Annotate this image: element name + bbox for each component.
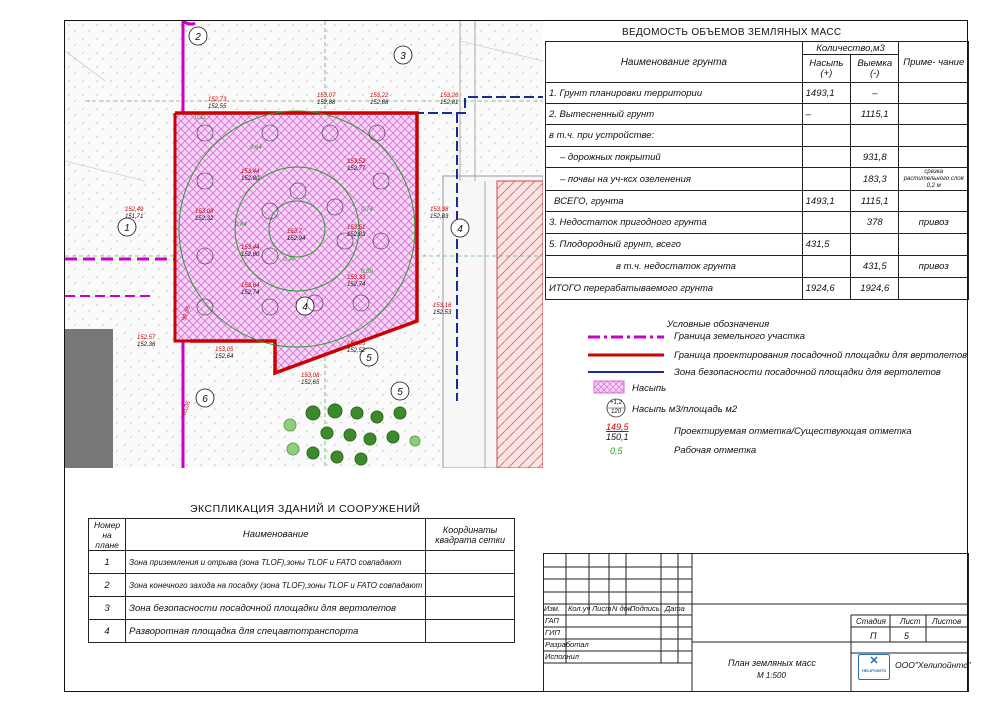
legend-sample-exist: 150,1 (606, 432, 629, 442)
volumes-cell-note (899, 278, 969, 300)
volumes-row (546, 83, 969, 104)
svg-text:0,74: 0,74 (361, 207, 373, 213)
explication-cell-coord (426, 597, 515, 620)
volumes-cell-name: – дорожных покрытий (546, 147, 803, 168)
building-block (65, 329, 113, 468)
volumes-row (546, 168, 969, 191)
legend-sample-fill-bottom: 120 (610, 409, 621, 415)
svg-text:5: 5 (397, 387, 403, 398)
volumes-row (546, 278, 969, 300)
svg-text:153,26: 153,26 (440, 93, 459, 99)
svg-text:152,49: 152,49 (125, 207, 144, 213)
svg-text:152,65: 152,65 (301, 380, 320, 386)
volumes-cell-cut: 431,5 (851, 256, 899, 278)
volumes-cell-note (899, 104, 969, 125)
volumes-cell-note (899, 125, 969, 147)
volumes-cell-name: ИТОГО перерабатываемого грунта (546, 278, 803, 300)
volumes-cell-fill: 431,5 (802, 234, 850, 256)
volumes-cell-fill (802, 168, 850, 191)
legend-sample-work: 0,5 (610, 446, 623, 456)
volumes-cell-cut: 1115,1 (851, 104, 899, 125)
svg-text:153,51: 153,51 (347, 225, 366, 231)
volumes-cell-fill: 1493,1 (802, 191, 850, 212)
logo-icon: ✕ (869, 655, 879, 667)
svg-text:152,36: 152,36 (137, 342, 156, 348)
volumes-cell-fill (802, 212, 850, 234)
explication-cell-name: Зона конечного захода на посадку (зона TLOF),зоны TLOF и FATO совпадают (126, 574, 426, 597)
svg-text:153,44: 153,44 (241, 245, 260, 251)
explication-cell-coord (426, 551, 515, 574)
volumes-cell-cut: 1924,6 (851, 278, 899, 300)
svg-text:153,07: 153,07 (317, 93, 336, 99)
svg-text:6: 6 (202, 394, 208, 405)
svg-text:153,38: 153,38 (430, 207, 449, 213)
svg-text:152,77: 152,77 (347, 166, 366, 172)
svg-text:5: 5 (366, 353, 372, 364)
svg-text:153,05: 153,05 (215, 347, 234, 353)
svg-text:153,08: 153,08 (195, 209, 214, 215)
volumes-cell-name: 1. Грунт планировки территории (546, 83, 803, 104)
volumes-row (546, 104, 969, 125)
site-plan (65, 21, 543, 468)
stamp-role-developer: Разработал (545, 640, 589, 649)
explication-cell-name: Зона безопасности посадочной площадки для вертолетов (126, 597, 426, 620)
svg-text:153,52: 153,52 (347, 159, 366, 165)
explication-title: ЭКСПЛИКАЦИЯ ЗДАНИЙ И СООРУЖЕНИЙ (190, 503, 421, 515)
volumes-cell-cut: 183,3 (851, 168, 899, 191)
svg-text:152,57: 152,57 (137, 335, 156, 341)
volumes-cell-fill (802, 147, 850, 168)
legend-sample-fill-top: +1,2 (610, 400, 622, 406)
svg-text:153,7: 153,7 (287, 229, 303, 235)
explication-cell-no: 2 (89, 574, 126, 597)
volumes-cell-note (899, 83, 969, 104)
stamp-role-gap: ГАП (545, 616, 559, 625)
volumes-cell-name: – почвы на уч-ксх озеленения (546, 168, 803, 191)
legend-item-fill: Насыпь (632, 383, 667, 394)
svg-text:153,05: 153,05 (347, 341, 366, 347)
explication-table (88, 518, 515, 643)
site-plan-svg (65, 21, 543, 468)
explication-cell-no: 1 (89, 551, 126, 574)
volumes-cell-name: 3. Недостаток пригодного грунта (546, 212, 803, 234)
svg-text:0,59: 0,59 (361, 269, 373, 275)
volumes-row (546, 125, 969, 147)
volumes-row (546, 147, 969, 168)
company-logo: ✕ HELIPOINTS (858, 654, 890, 680)
volumes-row (546, 191, 969, 212)
volumes-cell-cut: 378 (851, 212, 899, 234)
explication-cell-name: Зона приземления и отрыва (зона TLOF),зоны TLOF и FATO совпадают (126, 551, 426, 574)
volumes-table (545, 41, 969, 300)
volumes-title: ВЕДОМОСТЬ ОБЪЕМОВ ЗЕМЛЯНЫХ МАСС (622, 27, 842, 38)
svg-text:4: 4 (457, 224, 463, 235)
volumes-cell-cut: – (851, 83, 899, 104)
explication-row (89, 574, 515, 597)
explication-header-name: Наименование (126, 519, 426, 551)
svg-text:152,80: 152,80 (241, 252, 260, 258)
stamp-stage: П (870, 631, 877, 641)
svg-text:152,88: 152,88 (317, 100, 336, 106)
volumes-cell-name: 5. Плодородный грунт, всего (546, 234, 803, 256)
explication-row (89, 620, 515, 643)
legend-item-land-boundary: Граница земельного участка (674, 331, 806, 342)
explication-cell-no: 3 (89, 597, 126, 620)
svg-text:2: 2 (195, 32, 201, 43)
volumes-header-qty: Количество,м3 (802, 42, 899, 55)
legend-item-fill-volume: Насыпь м3/площадь м2 (632, 404, 738, 415)
volumes-cell-cut: 1115,1 (851, 191, 899, 212)
svg-text:153,22: 153,22 (370, 93, 389, 99)
stamp-role-executor: Исполнил (545, 652, 580, 661)
drawing-title: План земляных масс (728, 658, 816, 668)
volumes-cell-cut: 931,8 (851, 147, 899, 168)
svg-text:152,81: 152,81 (440, 100, 459, 106)
volumes-cell-note (899, 191, 969, 212)
volumes-cell-cut (851, 125, 899, 147)
svg-text:153,64: 153,64 (241, 283, 260, 289)
svg-text:153,16: 153,16 (433, 303, 452, 309)
volumes-header-fill: Насыпь (+) (802, 55, 850, 83)
volumes-cell-name: ВСЕГО, грунта (546, 191, 803, 212)
stamp-role-gip: ГИП (545, 628, 560, 637)
svg-text:0,76: 0,76 (283, 257, 295, 263)
volumes-cell-cut (851, 234, 899, 256)
volumes-cell-note (899, 234, 969, 256)
svg-text:152,74: 152,74 (347, 282, 366, 288)
explication-row (89, 551, 515, 574)
drawing-scale: М 1:500 (757, 671, 786, 680)
volumes-cell-name: в т.ч. недостаток грунта (546, 256, 803, 278)
volumes-cell-name: в т.ч. при устройстве: (546, 125, 803, 147)
volumes-cell-fill: 1493,1 (802, 83, 850, 104)
volumes-cell-note (899, 147, 969, 168)
company-name: ООО"Хелипойнтс" (895, 660, 971, 670)
volumes-header-note: Приме- чание (899, 42, 969, 83)
stamp-sheets-label: Листов (932, 617, 962, 626)
legend-item-elevations: Проектируемая отметка/Существующая отметка (674, 426, 912, 437)
svg-text:152,52: 152,52 (347, 348, 366, 354)
svg-text:3: 3 (400, 51, 406, 62)
svg-text:152,55: 152,55 (208, 104, 227, 110)
legend-item-design-boundary: Граница проектирования посадочной площадки для вертолетов (674, 350, 968, 361)
volumes-cell-fill: – (802, 104, 850, 125)
svg-text:152,64: 152,64 (215, 354, 234, 360)
legend-title: Условные обозначения (667, 319, 770, 330)
svg-text:60,05: 60,05 (181, 400, 193, 417)
plan-marker: 1 (124, 223, 130, 234)
svg-text:152,94: 152,94 (287, 236, 306, 242)
svg-text:4: 4 (302, 302, 308, 313)
svg-text:152,83: 152,83 (347, 232, 366, 238)
volumes-header-name: Наименование грунта (546, 42, 803, 83)
volumes-cell-name: 2. Вытесненный грунт (546, 104, 803, 125)
explication-cell-coord (426, 620, 515, 643)
volumes-row (546, 256, 969, 278)
volumes-cell-fill: 1924,6 (802, 278, 850, 300)
svg-text:152,83: 152,83 (430, 214, 449, 220)
volumes-cell-fill (802, 256, 850, 278)
svg-text:152,53: 152,53 (433, 310, 452, 316)
volumes-row (546, 212, 969, 234)
volumes-header-cut: Выемка (-) (851, 55, 899, 83)
stamp-sheet: 5 (904, 631, 910, 641)
volumes-cell-fill (802, 125, 850, 147)
stamp-stage-label: Стадия (856, 617, 886, 626)
svg-text:152,88: 152,88 (370, 100, 389, 106)
explication-header-coord: Координаты квадрата сетки (426, 519, 515, 551)
volumes-cell-note: привоз (899, 212, 969, 234)
svg-text:152,80: 152,80 (241, 176, 260, 182)
svg-text:99,05: 99,05 (181, 305, 193, 322)
svg-text:153,33: 153,33 (347, 275, 366, 281)
volumes-cell-note: привоз (899, 256, 969, 278)
svg-text:0,84: 0,84 (235, 222, 247, 228)
svg-text:152,73: 152,73 (208, 97, 227, 103)
svg-text:152,32: 152,32 (195, 216, 214, 222)
svg-text:153,44: 153,44 (241, 169, 260, 175)
explication-header-no: Номер на плане (89, 519, 126, 551)
stamp-sheet-label: Лист (900, 617, 921, 626)
legend-sample-proj: 149,5 (606, 422, 629, 432)
explication-cell-no: 4 (89, 620, 126, 643)
svg-text:152,74: 152,74 (241, 290, 260, 296)
legend-item-work-elevation: Рабочая отметка (674, 445, 757, 456)
explication-cell-name: Разворотная площадка для спецавтотранспорта (126, 620, 426, 643)
explication-row (89, 597, 515, 620)
explication-cell-coord (426, 574, 515, 597)
legend-item-safety-zone: Зона безопасности посадочной площадки для вертолетов (674, 367, 941, 378)
svg-text:0,64: 0,64 (250, 145, 262, 151)
svg-text:0,11: 0,11 (195, 115, 207, 121)
volumes-row (546, 234, 969, 256)
volumes-cell-note: срезка растительного слоя 0,2 м (899, 168, 969, 191)
svg-text:153,08: 153,08 (301, 373, 320, 379)
svg-text:151,71: 151,71 (125, 214, 144, 220)
